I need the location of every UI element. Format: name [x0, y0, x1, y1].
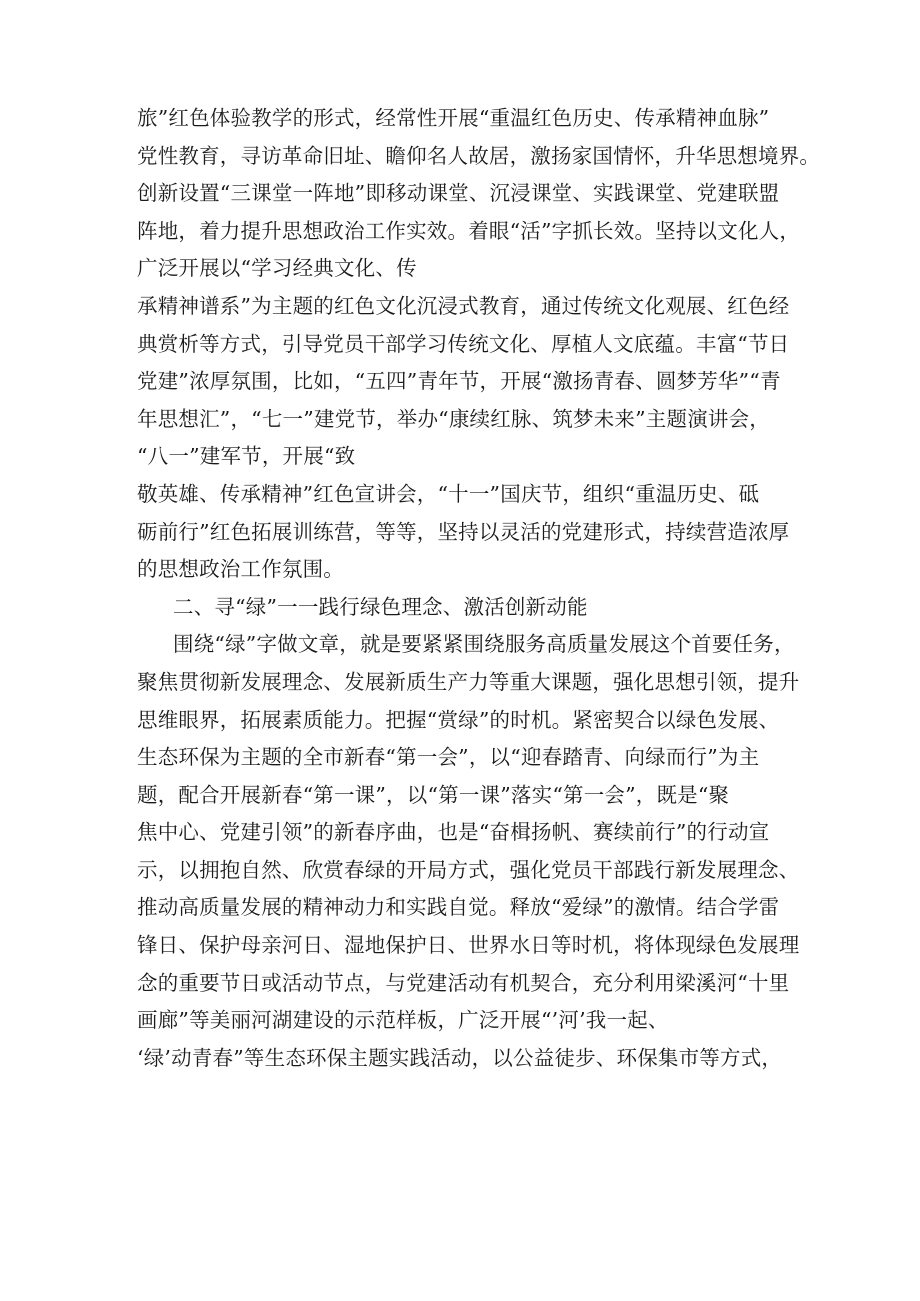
text-line-23: 锋日、保护母亲河日、湿地保护日、世界水日等时机，将体现绿色发展理 [137, 933, 800, 958]
text-line-18: 生态环保为主题的全市新春“第一会”，以“迎春踏青、向绿而行”为主 [137, 745, 760, 770]
text-line-22: 推动高质量发展的精神动力和实践自觉。释放“爱绿”的激情。结合学雷 [137, 895, 780, 920]
text-line-24: 念的重要节日或活动节点，与党建活动有机契合，充分利用梁溪河“十里 [137, 970, 790, 995]
text-line-8: 党建”浓厚氛围，比如，“五四”青年节，开展“激扬青春、圆梦芳华”“青 [137, 369, 781, 394]
text-line-15: 围绕“绿”字做文章，就是要紧紧围绕服务高质量发展这个首要任务， [173, 632, 795, 657]
text-line-6: 承精神谱系”为主题的红色文化沉浸式教育，通过传统文化观展、红色经 [137, 293, 790, 318]
text-line-4: 阵地，着力提升思想政治工作实效。着眼“活”字抓长效。坚持以文化人， [137, 218, 801, 243]
section-heading: 二、寻“绿”一一践行绿色理念、激活创新动能 [173, 594, 588, 619]
text-line-2: 党性教育，寻访革命旧址、瞻仰名人故居，激扬家国情怀，升华思想境界。 [137, 143, 821, 168]
text-line-17: 思维眼界，拓展素质能力。把握“赏绿”的时机。紧密契合以绿色发展、 [137, 707, 780, 732]
text-line-12: 砺前行”红色拓展训练营，等等，坚持以灵活的党建形式，持续营造浓厚 [137, 519, 790, 544]
text-line-7: 典赏析等方式，引导党员干部学习传统文化、厚植人文底蕴。丰富“节日 [137, 331, 790, 356]
text-line-3: 创新设置“三课堂一阵地”即移动课堂、沉浸课堂、实践课堂、党建联盟 [137, 181, 780, 206]
text-line-11: 敬英雄、传承精神”红色宣讲会，“十一”国庆节，组织“重温历史、砥 [137, 481, 760, 506]
text-line-21: 示，以拥抱自然、欣赏春绿的开局方式，强化党员干部践行新发展理念、 [137, 857, 800, 882]
text-line-16: 聚焦贯彻新发展理念、发展新质生产力等重大课题，强化思想引领，提升 [137, 669, 800, 694]
text-line-25: 画廊”等美丽河湖建设的示范样板，广泛开展“’河’我一起、 [137, 1008, 669, 1033]
text-line-19: 题，配合开展新春“第一课”，以“第一课”落实“第一会”，既是“聚 [137, 782, 730, 807]
body-text [137, 100, 821, 1077]
text-line-9: 年思想汇”，“七一”建党节，举办“康续红脉、筑梦未来”主题演讲会， [137, 406, 770, 431]
text-line-13: 的思想政治工作氛围。 [137, 557, 344, 582]
text-line-5: 广泛开展以“学习经典文化、传 [137, 256, 417, 281]
text-line-26: ‘绿’动青春”等生态环保主题实践活动，以公益徒步、环保集市等方式， [137, 1045, 783, 1070]
text-line-20: 焦中心、党建引领”的新春序曲，也是“奋楫扬帆、赛续前行”的行动宣 [137, 820, 770, 845]
text-line-10: “八一”建军节，开展“致 [137, 444, 356, 469]
text-line-1: 旅”红色体验教学的形式，经常性开展“重温红色历史、传承精神血脉” [137, 106, 770, 130]
